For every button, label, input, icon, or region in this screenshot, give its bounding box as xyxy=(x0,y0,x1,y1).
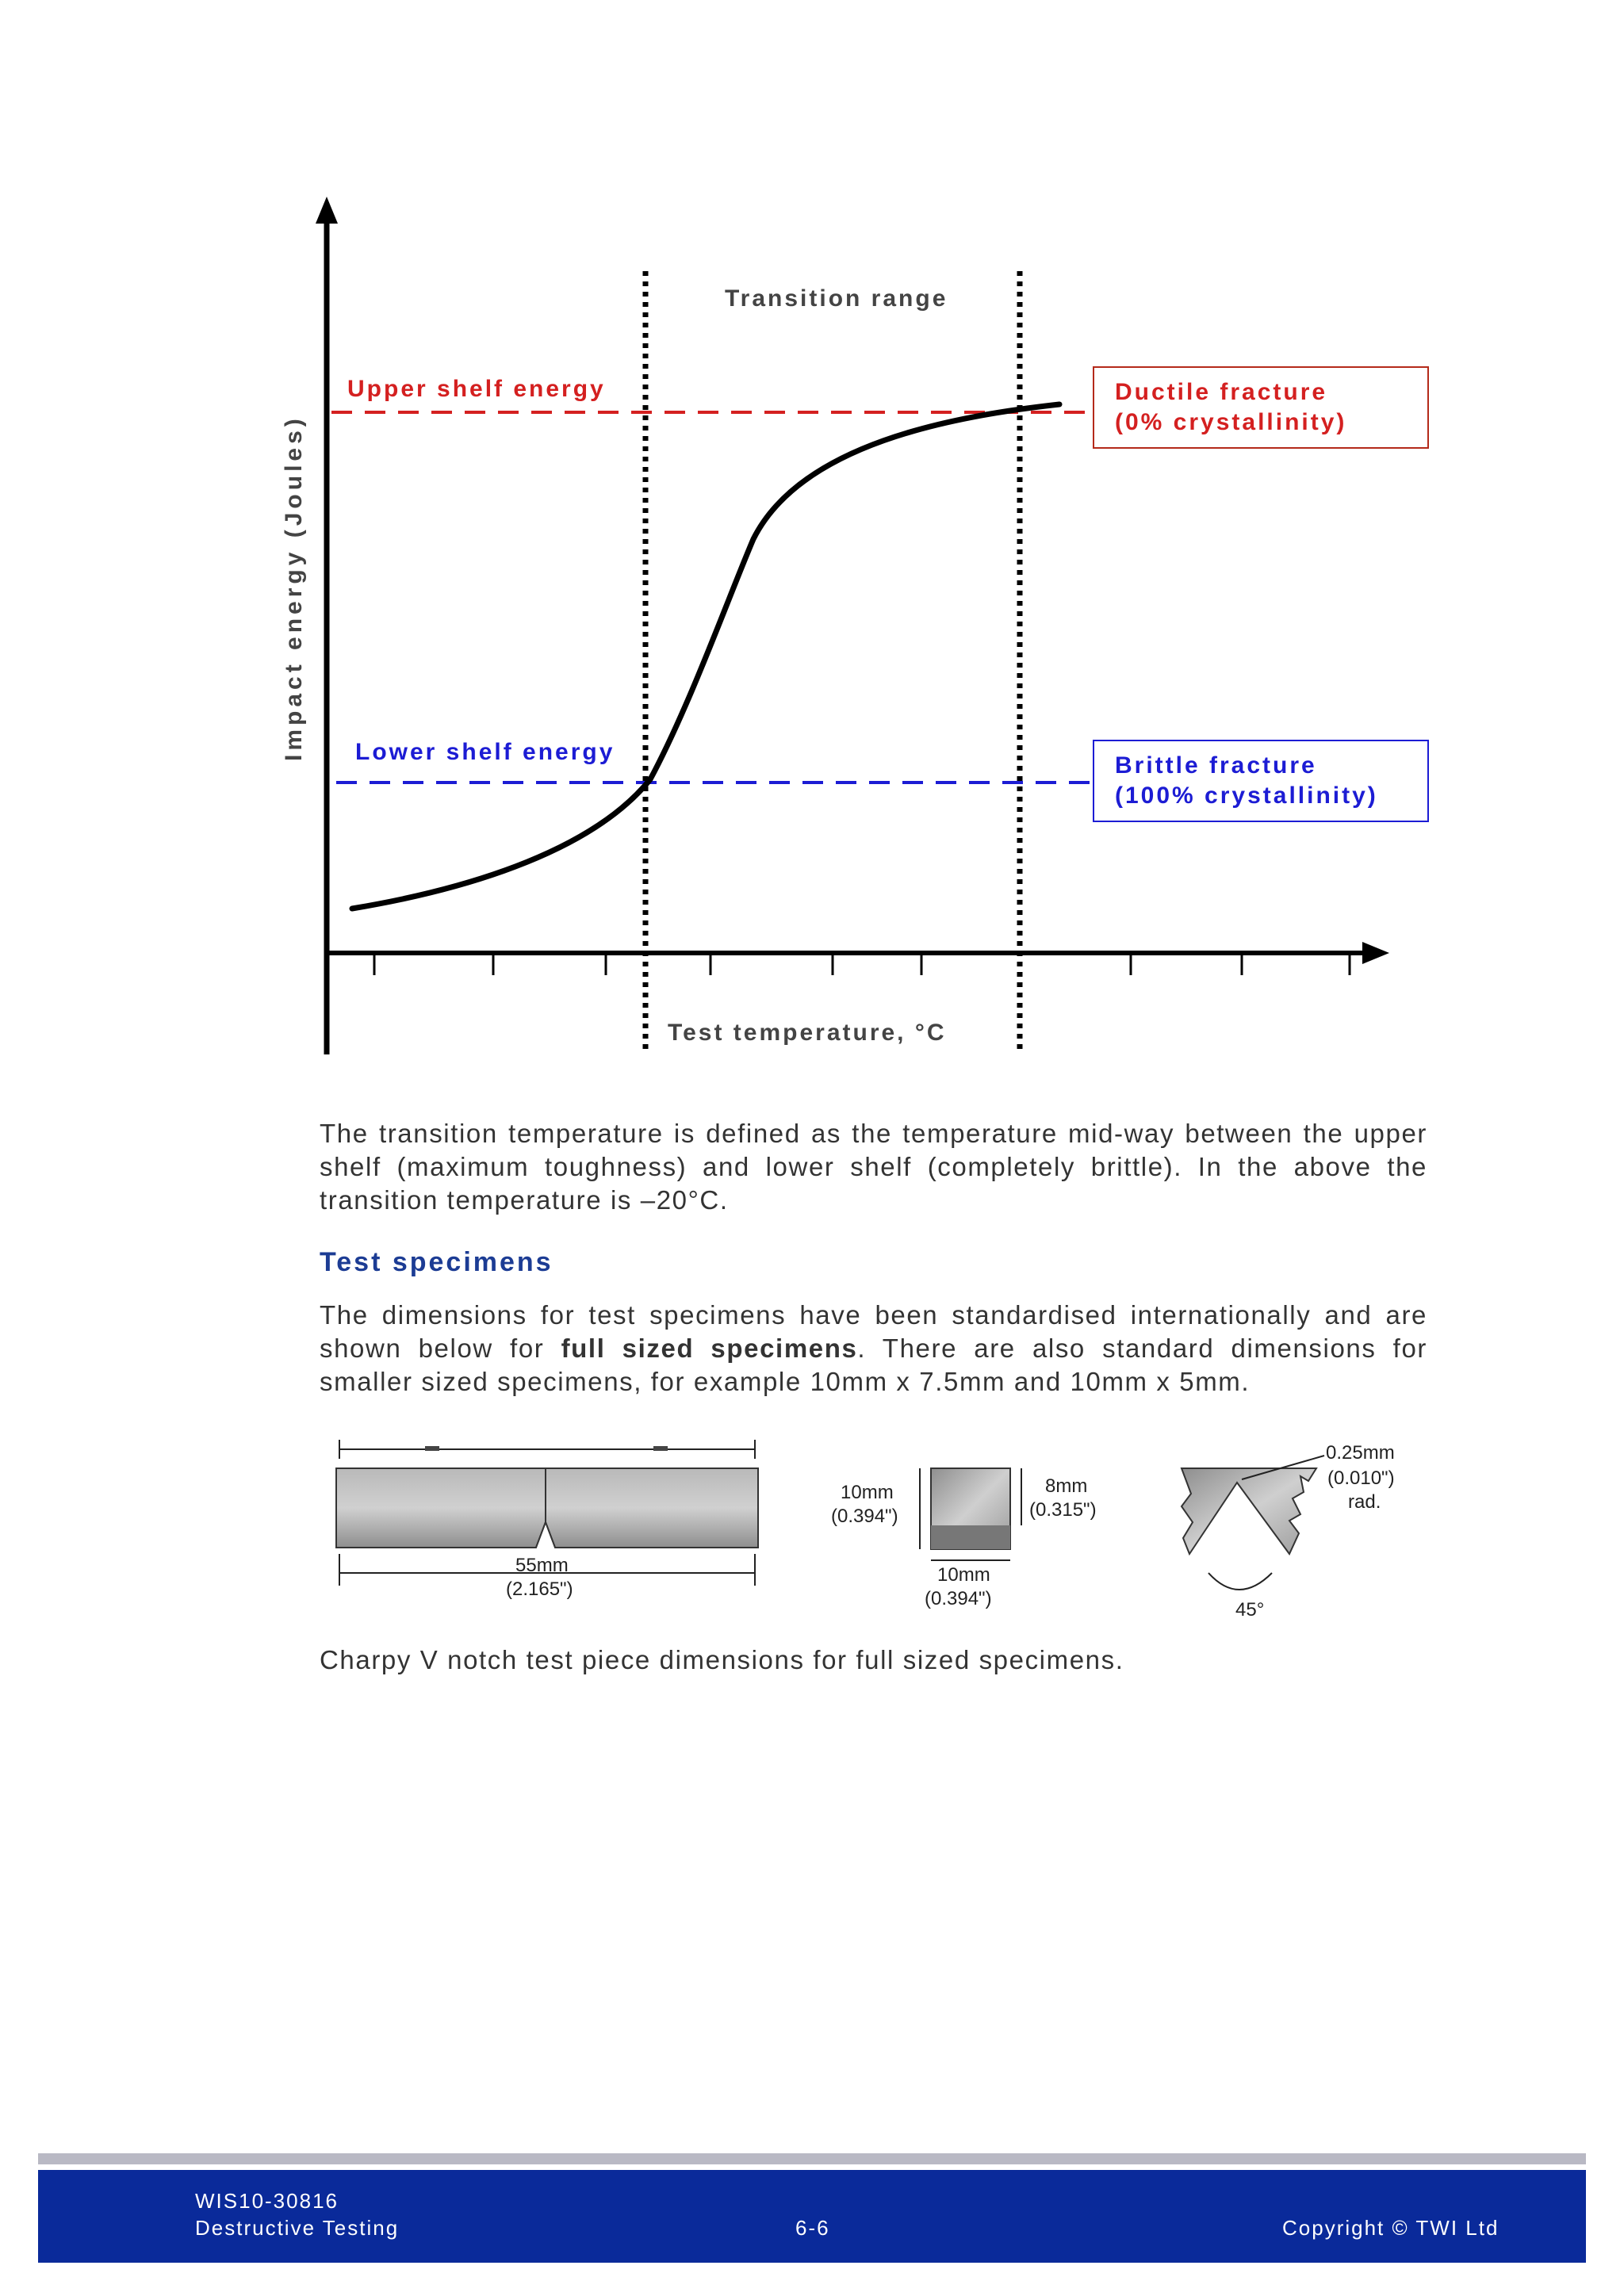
brittle-box xyxy=(1093,740,1429,822)
specimen-cross-section xyxy=(831,1468,1097,1609)
ductile-box xyxy=(1093,366,1429,449)
chart-svg xyxy=(238,182,1443,1070)
height-in-label: (0.394") xyxy=(831,1506,898,1527)
paragraph-transition: The transition temperature is defined as the temperature mid-way between the upper shelf (maximum toughness) and lower shelf (completely brittle). In the above the transition temperature is –20°C. xyxy=(320,1119,1427,1215)
radius-rad-label: rad. xyxy=(1348,1491,1381,1513)
length-label: 55mm xyxy=(515,1555,569,1576)
brittle-line2: (100% crystallinity) xyxy=(1115,783,1378,809)
length-in-label: (2.165") xyxy=(506,1578,573,1600)
charpy-figure xyxy=(317,1427,1443,1625)
radius-in-label: (0.010") xyxy=(1327,1468,1395,1489)
below-notch-in-label: (0.315") xyxy=(1029,1499,1097,1521)
transition-chart xyxy=(238,182,1443,1070)
footer-copyright: Copyright © TWI Ltd xyxy=(1282,2216,1500,2240)
lower-shelf-label: Lower shelf energy xyxy=(355,739,615,765)
width-label: 10mm xyxy=(937,1564,990,1586)
angle-label: 45° xyxy=(1235,1599,1265,1621)
footer-doc-id: WIS10-30816 xyxy=(195,2189,339,2213)
footer-page: 6-6 xyxy=(795,2216,830,2240)
ductile-line2: (0% crystallinity) xyxy=(1115,409,1347,435)
footer-divider xyxy=(38,2153,1586,2164)
transition-curve xyxy=(352,404,1059,909)
notch-detail xyxy=(1182,1442,1395,1621)
x-axis-label: Test temperature, °C xyxy=(668,1020,947,1046)
section-heading: Test specimens xyxy=(320,1247,553,1277)
y-axis-arrow xyxy=(316,197,338,224)
width-in-label: (0.394") xyxy=(925,1588,992,1609)
upper-shelf-label: Upper shelf energy xyxy=(347,376,606,402)
below-notch-label: 8mm xyxy=(1045,1475,1088,1497)
y-axis-label: Impact energy (Joules) xyxy=(281,415,307,761)
ductile-line1: Ductile fracture xyxy=(1115,379,1328,405)
radius-label: 0.25mm xyxy=(1326,1442,1395,1464)
paragraph-specimens xyxy=(320,1299,1427,1399)
x-ticks xyxy=(374,953,1350,975)
charpy-figure-svg xyxy=(317,1427,1443,1625)
brittle-line1: Brittle fracture xyxy=(1115,752,1317,779)
height-label: 10mm xyxy=(841,1482,894,1503)
footer xyxy=(38,2170,1586,2263)
footer-section: Destructive Testing xyxy=(195,2216,400,2240)
specimen-side-view xyxy=(336,1440,758,1600)
transition-range-label: Transition range xyxy=(725,285,948,312)
x-axis-arrow xyxy=(1362,942,1389,964)
paragraph-specimens-bold: full sized specimens xyxy=(561,1334,858,1363)
paragraph-specimens-text2: . There are also standard dimensions for smaller sized specimens, for example 10mm x 7.5mm and 10mm x 5mm. xyxy=(320,1334,1427,1396)
paragraph-specimens-text1: The dimensions for test specimens have been standardised internationally and are shown below for xyxy=(320,1300,1427,1363)
figure-caption: Charpy V notch test piece dimensions for full sized specimens. xyxy=(320,1645,1124,1674)
